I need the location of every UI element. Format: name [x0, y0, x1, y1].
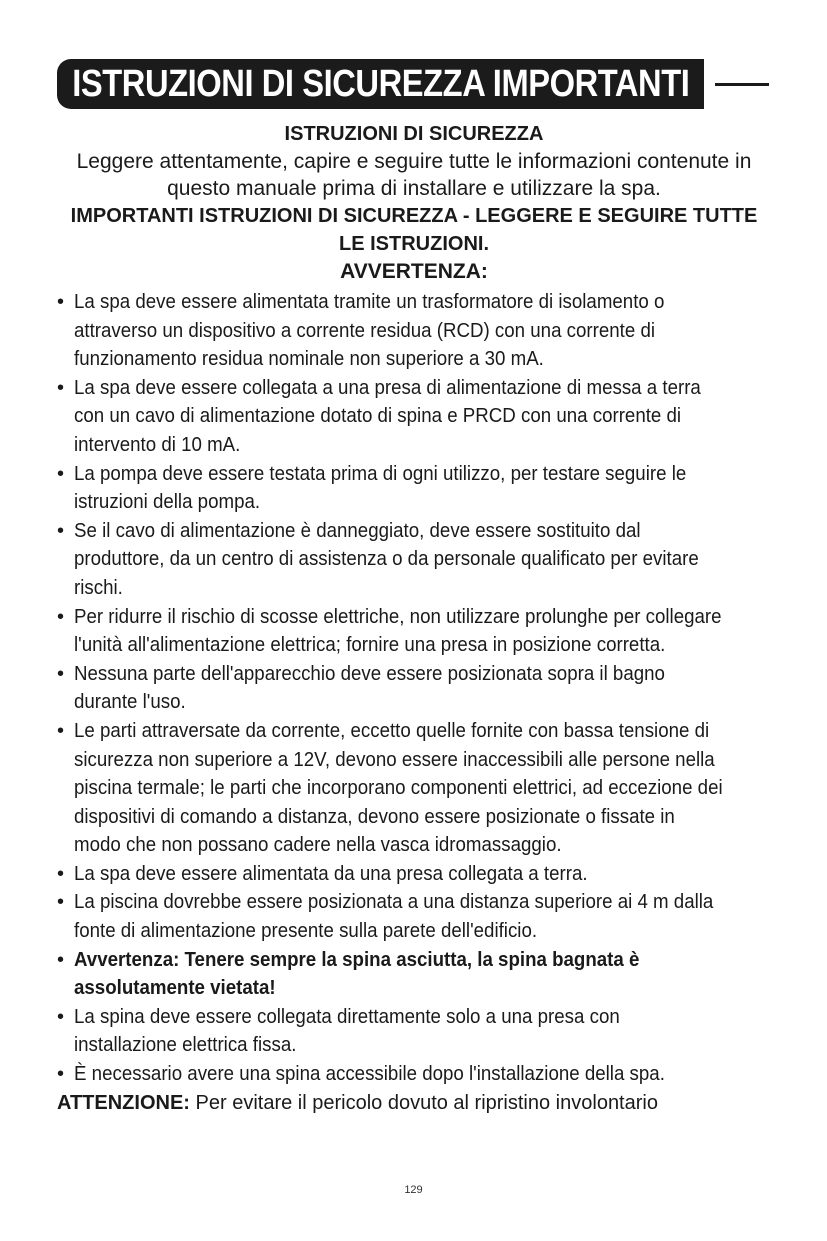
- list-item: [57, 603, 771, 660]
- list-item-text: È necessario avere una spina accessibile dopo l'installazione della spa.: [74, 1063, 665, 1086]
- bullet-icon: •: [57, 948, 65, 971]
- list-item: [57, 1060, 771, 1089]
- important-heading: IMPORTANTI ISTRUZIONI DI SICUREZZA - LEGGERE E SEGUIRE TUTTE LE ISTRUZIONI.: [70, 205, 758, 255]
- bullet-icon: •: [57, 462, 65, 485]
- list-item-text: La spa deve essere alimentata da una presa collegata a terra.: [74, 862, 588, 885]
- title-bar: [57, 59, 769, 109]
- list-item-text: Nessuna parte dell'apparecchio deve essere posizionata sopra il bagno durante l'uso.: [74, 662, 665, 714]
- title-rule-divider: [715, 83, 769, 86]
- list-item: [57, 374, 771, 460]
- page-number: 129: [404, 1184, 423, 1196]
- list-item-text: La spa deve essere alimentata tramite un trasformatore di isolamento o attraverso un dispositivo a corrente residua (RCD) con una corrente di funzionamento residua nominale non superiore a 30 mA.: [74, 291, 665, 371]
- list-item: [57, 717, 771, 860]
- attention-text: Per evitare il pericolo dovuto al ripristino involontario: [195, 1091, 658, 1114]
- bullet-icon: •: [57, 891, 65, 914]
- warning-list: [57, 288, 771, 1089]
- list-item: [57, 1003, 771, 1060]
- list-item: [57, 460, 771, 517]
- attention-note: [57, 1089, 771, 1117]
- bullet-icon: •: [57, 519, 65, 542]
- bullet-icon: •: [57, 605, 65, 628]
- bullet-icon: •: [57, 1005, 65, 1028]
- bullet-icon: •: [57, 862, 65, 885]
- warning-heading: AVVERTENZA:: [340, 260, 488, 283]
- safety-content: [57, 121, 771, 1117]
- section-subtitle: ISTRUZIONI DI SICUREZZA: [284, 123, 544, 145]
- list-item-text: La pompa deve essere testata prima di ogni utilizzo, per testare seguire le istruzioni della pompa.: [74, 462, 687, 514]
- list-item-text: Avvertenza: Tenere sempre la spina asciutta, la spina bagnata è assolutamente vietata!: [74, 948, 640, 1000]
- list-item: [57, 517, 771, 603]
- list-item-text: Per ridurre il rischio di scosse elettriche, non utilizzare prolunghe per collegare l'unità all'alimentazione elettrica; fornire una presa in posizione corretta.: [74, 605, 722, 657]
- list-item-text: Le parti attraversate da corrente, eccetto quelle fornite con bassa tensione di sicurezza non superiore a 12V, devono essere inaccessibili alle persone nella piscina termale; le parti che incorporano componenti elettrici, ad eccezione dei dispositivi di comando a distanza, devono essere posizionate o fissate in modo che non possano cadere nella vasca idromassaggio.: [74, 719, 723, 857]
- page-title: ISTRUZIONI DI SICUREZZA IMPORTANTI: [71, 62, 690, 105]
- bullet-icon: •: [57, 291, 65, 313]
- attention-label: ATTENZIONE:: [57, 1091, 190, 1114]
- bullet-icon: •: [57, 376, 65, 399]
- bullet-icon: •: [57, 662, 65, 685]
- list-item: [57, 288, 771, 374]
- list-item: [57, 660, 771, 717]
- intro-paragraph: Leggere attentamente, capire e seguire tutte le informazioni contenute in questo manuale prima di installare e utilizzare la spa.: [76, 150, 752, 200]
- list-item-text: La spa deve essere collegata a una presa di alimentazione di messa a terra con un cavo di alimentazione dotato di spina e PRCD con una corrente di intervento di 10 mA.: [74, 376, 701, 456]
- list-item: [57, 860, 771, 889]
- bullet-icon: •: [57, 1063, 65, 1086]
- bullet-icon: •: [57, 719, 65, 742]
- list-item-text: La piscina dovrebbe essere posizionata a una distanza superiore ai 4 m dalla fonte di alimentazione presente sulla parete dell'edificio.: [74, 891, 714, 943]
- list-item-text: Se il cavo di alimentazione è danneggiato, deve essere sostituito dal produttore, da un centro di assistenza o da personale qualificato per evitare rischi.: [74, 519, 699, 599]
- title-banner: [57, 59, 704, 109]
- list-item: [57, 946, 771, 1003]
- list-item: [57, 888, 771, 945]
- list-item-text: La spina deve essere collegata direttamente solo a una presa con installazione elettrica fissa.: [74, 1005, 620, 1057]
